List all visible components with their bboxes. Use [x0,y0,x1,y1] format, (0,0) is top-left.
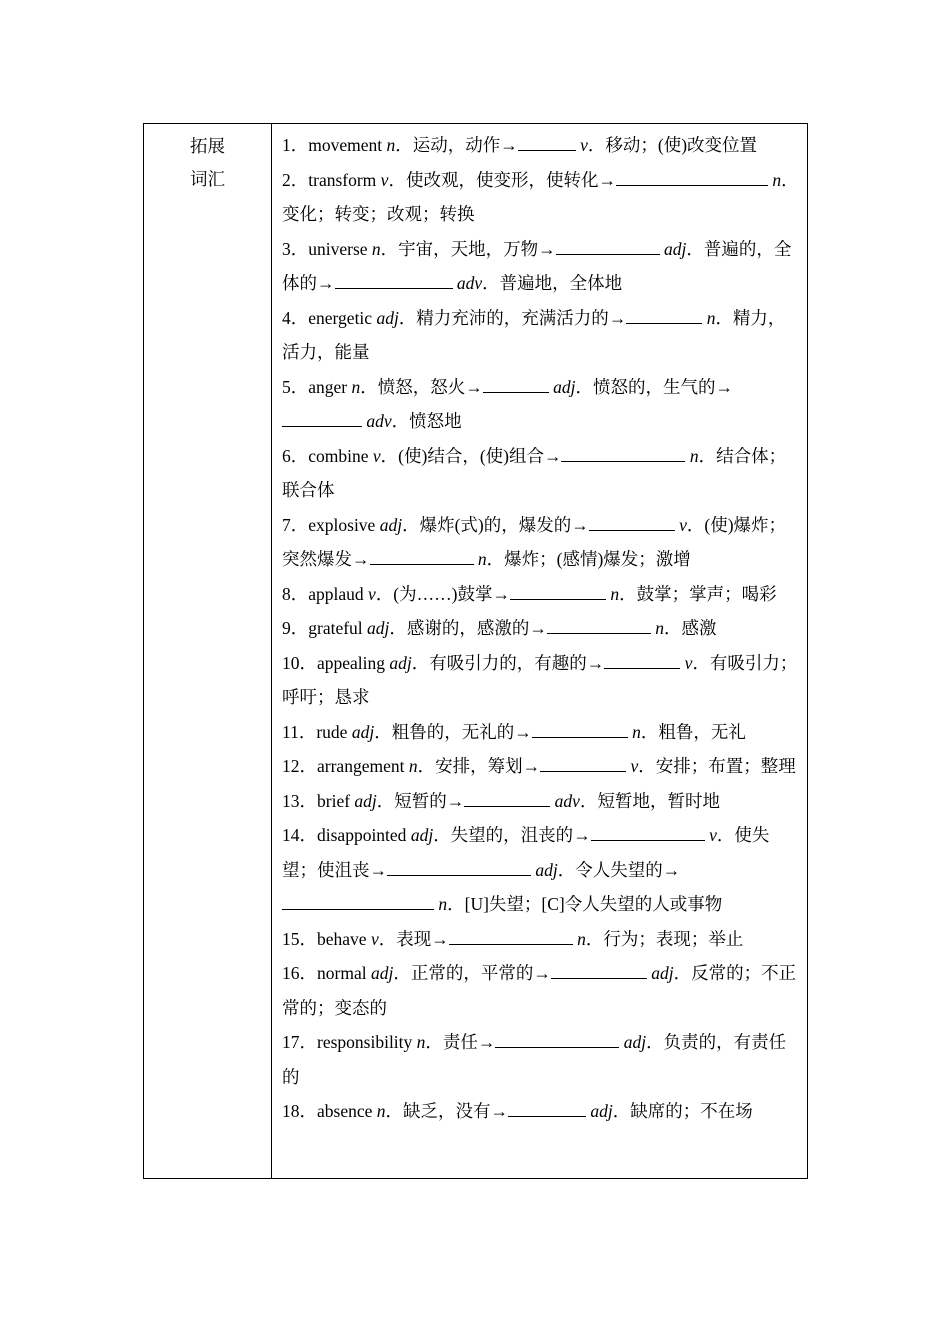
vocab-entry [282,508,799,577]
blank-meaning: ．普遍地，全体地 [482,273,623,293]
blank-pos: adj [619,1032,647,1052]
entry-pos: adj [389,652,412,673]
arrow: → [352,549,370,569]
blank-pos: adv [362,411,392,431]
entries-cell [272,124,808,1179]
entry-meaning: ．失望的，沮丧的 [433,825,574,845]
blank-meaning: ．使失望；使沮丧 [282,825,770,880]
entry-pos: n [376,1101,386,1121]
arrow: → [529,618,547,638]
vocab-entry [282,611,799,646]
vocab-entry [282,784,799,819]
blank-pos: n [434,894,448,914]
entry-meaning: ．正常的，平常的 [393,963,534,983]
arrow: → [538,238,556,259]
entry-word: brief [317,790,355,811]
blank-pos: v [704,825,717,845]
entry-number: 3． [282,238,309,259]
blank-meaning: ．行为；表现；举止 [585,928,744,949]
answer-blank [518,133,576,152]
blank-meaning: ．负责的，有责任的 [282,1032,787,1087]
arrow: → [543,445,562,466]
entry-pos: adj [379,514,403,535]
answer-blank [282,892,434,911]
entry-pos: adj [376,307,399,328]
entry-meaning: ．缺乏，没有 [385,1101,491,1121]
entry-pos: v [370,928,379,949]
entry-pos: adj [354,790,377,811]
entry-list [272,124,807,1129]
arrow: → [573,825,591,845]
arrow: → [446,790,465,811]
vocab-entry [282,749,799,784]
answer-blank [508,1099,586,1118]
arrow: → [586,652,605,673]
entry-word: absence [317,1101,377,1121]
entry-word: arrangement [317,756,409,776]
entry-number: 18． [282,1101,317,1121]
blank-meaning: ．反常的；不正常的；变态的 [282,963,797,1018]
entry-pos: n [386,135,396,155]
answer-blank [282,409,362,428]
blank-pos: v [680,652,693,673]
entry-word: normal [317,963,371,983]
vocab-entry [282,163,799,232]
entry-meaning: ．粗鲁的，无礼的 [374,721,515,742]
entry-word: combine [308,445,373,466]
category-cell [144,124,272,1179]
entry-meaning: ．使改观，使变形，使转化 [388,169,599,190]
entry-word: explosive [308,514,380,535]
blank-pos: n [627,721,641,742]
entry-meaning: ．安排，筹划 [417,756,523,776]
blank-meaning: ．(使)爆炸；突然爆发 [282,514,787,569]
blank-meaning: ．普遍的，全体的 [282,238,792,293]
entry-pos: v [372,445,381,466]
blank-meaning: ．感激 [664,618,717,638]
arrow: → [490,1101,509,1121]
entry-number: 14． [282,825,317,845]
vocab-entry [282,232,799,301]
arrow: → [533,963,551,983]
entry-number: 12． [282,756,317,776]
entry-word: movement [308,135,387,155]
entry-word: anger [308,376,352,397]
blank-pos: v [626,756,639,776]
vocab-table [143,123,808,1179]
vocab-entry [282,370,799,439]
vocab-entry [282,715,799,750]
vocab-entry [282,956,799,1025]
blank-pos: adv [550,790,580,811]
entry-meaning: ．爆炸(式)的，爆发的 [402,514,572,535]
vocab-entry [282,646,799,715]
blank-meaning: ．移动；(使)改变位置 [587,135,758,155]
category-line: 拓展 [190,136,225,156]
blank-meaning: ．短暂地，暂时地 [579,790,720,811]
blank-pos: n [473,549,487,569]
entry-meaning: ．表现 [378,928,432,949]
blank-pos: v [674,514,687,535]
entry-word: responsibility [317,1032,417,1052]
answer-blank [556,236,660,255]
table-row [144,124,808,1179]
entry-meaning: ．愤怒，怒火 [360,376,466,397]
blank-pos: n [650,618,665,638]
blank-pos: n [685,445,699,466]
blank-pos: adj [659,238,687,259]
entry-number: 13． [282,790,317,811]
entry-word: appealing [317,652,390,673]
entry-number: 1． [282,135,309,155]
arrow: → [500,135,518,155]
entry-meaning: ．宇宙，天地，万物 [380,238,539,259]
entry-meaning: ．精力充沛的，充满活力的 [398,307,609,328]
entry-pos: adj [410,825,434,845]
blank-meaning: ．令人失望的 [557,859,663,880]
blank-meaning: ．愤怒地 [391,411,462,431]
blank-pos: n [767,169,782,190]
entry-number: 9． [282,618,309,638]
entry-meaning: ．感谢的，感激的 [389,618,530,638]
blank-pos: n [605,583,620,604]
entry-word: rude [316,721,352,742]
blank-pos: adj [548,376,576,397]
arrow: → [465,376,483,397]
arrow: → [369,859,387,880]
entry-meaning: ．(使)结合，(使)组合 [380,445,544,466]
entry-word: grateful [308,618,368,638]
entry-word: transform [308,169,381,190]
arrow: → [598,169,616,190]
entry-number: 6． [282,445,309,466]
blank-meaning: ．[U]失望；[C]令人失望的人或事物 [447,894,723,914]
entry-pos: n [416,1032,426,1052]
entry-word: applaud [308,583,369,604]
answer-blank [532,719,628,738]
arrow: → [608,307,627,328]
answer-blank [335,271,453,290]
entry-meaning: ．责任 [425,1032,478,1052]
arrow: → [662,859,681,880]
blank-pos: adv [452,273,483,293]
vocab-entry [282,922,799,957]
vocab-entry [282,128,799,163]
entry-number: 10． [282,652,317,673]
entry-number: 15． [282,928,317,949]
entry-meaning: ．短暂的 [376,790,447,811]
arrow: → [715,376,733,397]
vocab-entry [282,818,799,922]
blank-pos: adj [646,963,674,983]
entry-meaning: ．有吸引力的，有趣的 [411,652,587,673]
entry-number: 16． [282,963,317,983]
blank-meaning: ．有吸引力；呼吁；恳求 [282,652,798,707]
answer-blank [604,650,680,669]
answer-blank [510,581,606,600]
arrow: → [317,273,335,293]
entry-pos: adj [367,618,390,638]
vocab-entry [282,439,799,508]
answer-blank [370,547,474,566]
vocab-entry [282,301,799,370]
blank-pos: n [702,307,716,328]
entry-number: 11． [282,721,317,742]
category-line: 词汇 [190,169,225,189]
blank-meaning: ．安排；布置；整理 [638,756,796,776]
blank-meaning: ．缺席的；不在场 [612,1101,753,1121]
blank-pos: adj [531,859,558,880]
answer-blank [495,1030,619,1049]
entry-word: behave [317,928,371,949]
answer-blank [540,754,626,773]
answer-blank [591,823,705,842]
arrow: → [477,1032,496,1052]
entry-word: universe [308,238,372,259]
blank-pos: adj [586,1101,613,1121]
answer-blank [561,443,685,462]
vocab-entry [282,1025,799,1094]
answer-blank [449,926,573,945]
blank-pos: v [575,135,588,155]
answer-blank [547,616,651,635]
blank-meaning: ．鼓掌；掌声；喝彩 [619,583,777,604]
answer-blank [589,512,675,531]
entry-pos: v [380,169,389,190]
entry-meaning: ．(为……)鼓掌 [375,583,493,604]
arrow: → [571,514,589,535]
entry-pos: adj [351,721,375,742]
entry-pos: n [408,756,418,776]
answer-blank [387,857,531,876]
vocab-entry [282,577,799,612]
entry-number: 2． [282,169,309,190]
blank-meaning: ．变化；转变；改观；转换 [282,169,799,224]
entry-pos: n [351,376,361,397]
answer-blank [464,788,550,807]
answer-blank [616,167,768,186]
arrow: → [492,583,510,604]
entry-number: 7． [282,514,309,535]
blank-pos: n [572,928,586,949]
entry-word: energetic [308,307,377,328]
entry-number: 8． [282,583,309,604]
answer-blank [551,961,647,980]
blank-meaning: ．爆炸；(感情)爆发；激增 [486,549,691,569]
answer-blank [483,374,549,393]
blank-meaning: ．精力，活力，能量 [282,307,786,362]
entry-pos: v [368,583,376,604]
answer-blank [626,305,702,324]
entry-number: 5． [282,376,309,397]
entry-word: disappointed [317,825,411,845]
blank-meaning: ．结合体；联合体 [282,445,787,500]
arrow: → [522,756,541,776]
arrow: → [431,928,449,949]
vocab-entry [282,1094,799,1129]
entry-pos: n [371,238,381,259]
entry-pos: adj [370,963,394,983]
entry-number: 4． [282,307,309,328]
category-label [144,124,271,196]
entry-meaning: ．运动，动作 [395,135,501,155]
blank-meaning: ．粗鲁，无礼 [640,721,746,742]
blank-meaning: ．愤怒的，生气的 [575,376,716,397]
arrow: → [514,721,532,742]
entry-number: 17． [282,1032,317,1052]
